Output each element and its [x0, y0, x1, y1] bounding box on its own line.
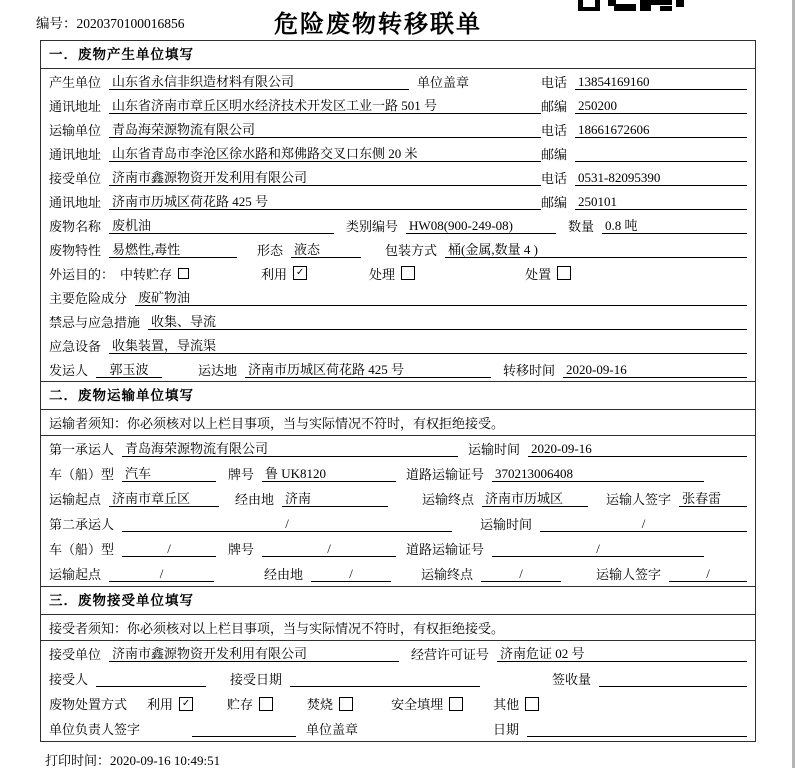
emergency-equipment-value: 收集装置，导流渠 — [109, 337, 747, 354]
carrier-signature2-value: / — [669, 565, 747, 582]
disposal-landfill-checkbox — [449, 697, 463, 711]
carrier-signature-label: 运输人签字 — [606, 492, 672, 507]
contraindication-value: 收集、导流 — [148, 313, 747, 330]
checkbox-label: 处理 — [369, 266, 396, 282]
checkbox-label: 其他 — [493, 697, 520, 712]
responsible-signature-row — [41, 716, 755, 741]
carrier-signature-label: 运输人签字 — [596, 567, 662, 582]
date-value — [527, 720, 747, 737]
plate-number-value: 鲁 UK8120 — [262, 465, 396, 482]
transporter-notice-text: 运输者须知：你必须核对以上栏目事项，当与实际情况不符时，有权拒绝接受。 — [49, 416, 505, 431]
transport-time-value: 2020-09-16 — [528, 440, 747, 457]
transporter-address-value: 山东省青岛市李沧区徐水路和郑佛路交叉口东侧 20 米 — [109, 145, 541, 162]
packaging-value: 桶(金属,数量 4 ) — [445, 241, 747, 258]
road-permit-label: 道路运输证号 — [406, 467, 485, 482]
terminus-value: 济南市历城区 — [482, 490, 588, 507]
first-carrier-row — [41, 436, 755, 461]
receiver-unit-label: 接受单位 — [49, 170, 102, 186]
disposal-incinerate-option — [307, 694, 353, 713]
signed-quantity-value — [599, 670, 747, 687]
contraindication-row — [41, 309, 755, 333]
origin-value: 济南市章丘区 — [109, 490, 219, 507]
disposal-method-row — [41, 691, 755, 716]
manifest-table — [40, 40, 756, 742]
via-label: 经由地 — [235, 492, 275, 507]
road-permit-label: 道路运输证号 — [406, 542, 485, 557]
unit-seal-label: 单位盖章 — [306, 722, 359, 737]
postcode-label: 邮编 — [541, 146, 568, 162]
address-label: 通讯地址 — [49, 146, 102, 162]
disposal-landfill-option — [391, 694, 463, 713]
generator-address-row — [41, 93, 755, 117]
origin2-value: / — [109, 565, 214, 582]
generator-phone-value: 13854169160 — [575, 73, 747, 90]
terminus-label: 运输终点 — [422, 492, 475, 507]
vehicle-type-label: 车（船）型 — [49, 467, 115, 482]
checkbox-label: 贮存 — [227, 697, 254, 712]
accepting-unit-label: 接受单位 — [49, 647, 102, 662]
transport-route-row-2 — [41, 561, 755, 586]
waste-name-value: 废机油 — [109, 217, 334, 234]
destination-value: 济南市历城区荷花路 425 号 — [245, 361, 491, 378]
second-carrier-value: / — [122, 515, 452, 532]
disposal-utilize-checkbox: ✓ — [179, 697, 193, 711]
disposal-method-label: 废物处置方式 — [49, 697, 128, 712]
phone-label: 电话 — [541, 74, 568, 90]
disposal-storage-option — [227, 694, 273, 713]
waste-name-row — [41, 213, 755, 237]
acceptor-value — [96, 670, 206, 687]
section3-header: 三．废物接受单位填写 — [41, 586, 755, 615]
contraindication-label: 禁忌与应急措施 — [49, 314, 141, 330]
first-carrier-label: 第一承运人 — [49, 442, 115, 457]
plate-number-label: 牌号 — [228, 467, 255, 482]
transporter-address-row — [41, 141, 755, 165]
section1-header: 一．废物产生单位填写 — [41, 41, 755, 69]
vehicle-type-value: 汽车 — [122, 465, 216, 482]
receiver-unit-value: 济南市鑫源物资开发利用有限公司 — [109, 169, 541, 186]
serial-value: 2020370100016856 — [76, 16, 185, 31]
vehicle-type-row-2 — [41, 536, 755, 561]
shipper-label: 发运人 — [49, 362, 89, 378]
purpose-dispose-option — [525, 264, 571, 283]
treat-checkbox — [401, 266, 415, 280]
accept-date-value — [290, 670, 480, 687]
transport-time-label: 运输时间 — [468, 442, 521, 457]
postcode-label: 邮编 — [541, 194, 568, 210]
plate-number2-value: / — [262, 540, 396, 557]
transporter-unit-value: 青岛海荣源物流有限公司 — [109, 121, 541, 138]
receiver-phone-value: 0531-82095390 — [575, 169, 747, 186]
transport-time2-value: / — [540, 515, 747, 532]
transporter-phone-value: 18661672606 — [575, 121, 747, 138]
quantity-value: 0.8 吨 — [602, 217, 747, 234]
hazard-component-row — [41, 285, 755, 309]
checkbox-label: 处置 — [525, 266, 552, 282]
date-label: 日期 — [493, 722, 520, 737]
business-license-value: 济南危证 02 号 — [497, 645, 747, 662]
responsible-signature-label: 单位负责人签字 — [49, 722, 141, 737]
origin-label: 运输起点 — [49, 567, 102, 582]
generator-postcode-value: 250200 — [575, 97, 747, 114]
emergency-equipment-row — [41, 333, 755, 357]
emergency-equipment-label: 应急设备 — [49, 338, 102, 354]
disposal-other-option — [493, 694, 539, 713]
acceptor-label: 接受人 — [49, 672, 89, 687]
vehicle-type2-value: / — [122, 540, 216, 557]
address-label: 通讯地址 — [49, 194, 102, 210]
phone-label: 电话 — [541, 170, 568, 186]
waste-property-label: 废物特性 — [49, 242, 102, 258]
page-edge-line — [792, 0, 795, 768]
outbound-purpose-row — [41, 261, 755, 285]
disposal-other-checkbox — [525, 697, 539, 711]
shipper-row — [41, 357, 755, 381]
origin-label: 运输起点 — [49, 492, 102, 507]
packaging-label: 包装方式 — [385, 242, 438, 258]
checkbox-label: 焚烧 — [307, 697, 334, 712]
transfer-time-label: 转移时间 — [503, 362, 556, 378]
postcode-label: 邮编 — [541, 98, 568, 114]
via-value: 济南 — [282, 490, 388, 507]
phone-label: 电话 — [541, 122, 568, 138]
checkbox-label: 利用 — [261, 266, 288, 282]
qr-code-fragment-icon — [578, 0, 684, 12]
accept-date-label: 接受日期 — [230, 672, 283, 687]
transport-route-row-1 — [41, 486, 755, 511]
vehicle-type-label: 车（船）型 — [49, 542, 115, 557]
waste-property-value: 易燃性,毒性 — [109, 241, 237, 258]
generator-unit-row — [41, 69, 755, 93]
shipper-value: 郭玉波 — [96, 361, 162, 378]
receiver-address-row — [41, 189, 755, 213]
serial-label: 编号： — [36, 16, 77, 31]
purpose-treat-option — [369, 264, 415, 283]
purpose-utilize-option — [261, 264, 307, 283]
second-carrier-row — [41, 511, 755, 536]
print-time-value: 2020-09-16 10:49:51 — [110, 753, 221, 768]
waste-property-row — [41, 237, 755, 261]
plate-number-label: 牌号 — [228, 542, 255, 557]
signed-quantity-label: 签收量 — [552, 672, 592, 687]
category-code-value: HW08(900-249-08) — [406, 217, 556, 234]
receiver-notice-text: 接受者须知：你必须核对以上栏目事项，当与实际情况不符时，有权拒绝接受。 — [49, 621, 505, 636]
carrier-signature-value: 张春雷 — [679, 490, 747, 507]
receiver-address-value: 济南市历城区荷花路 425 号 — [109, 193, 541, 210]
print-time-label: 打印时间： — [45, 753, 111, 768]
terminus2-value: / — [481, 565, 561, 582]
purpose-transfer-storage-option — [120, 264, 189, 283]
vehicle-type-row-1 — [41, 461, 755, 486]
accepting-unit-row — [41, 641, 755, 666]
receiver-notice-row — [41, 615, 755, 641]
disposal-utilize-option — [147, 694, 193, 713]
print-time — [45, 750, 220, 769]
checkbox-label: 中转贮存 — [120, 266, 173, 282]
receiver-postcode-value: 250101 — [575, 193, 747, 210]
hazard-component-value: 废矿物油 — [135, 289, 747, 306]
transfer-storage-checkbox — [178, 268, 189, 279]
form-state-label: 形态 — [257, 242, 284, 258]
transporter-unit-label: 运输单位 — [49, 122, 102, 138]
terminus-label: 运输终点 — [421, 567, 474, 582]
acceptor-row — [41, 666, 755, 691]
accepting-unit-value: 济南市鑫源物资开发利用有限公司 — [109, 645, 399, 662]
first-carrier-value: 青岛海荣源物流有限公司 — [122, 440, 458, 457]
road-permit-value: 370213006408 — [492, 465, 704, 482]
generator-address-value: 山东省济南市章丘区明水经济技术开发区工业一路 501 号 — [109, 97, 541, 114]
via-label: 经由地 — [264, 567, 304, 582]
generator-unit-value: 山东省永信非织造材料有限公司 — [109, 73, 409, 90]
receiver-unit-row — [41, 165, 755, 189]
dispose-checkbox — [557, 266, 571, 280]
transporter-unit-row — [41, 117, 755, 141]
checkbox-label: 安全填埋 — [391, 697, 444, 712]
unit-seal-label: 单位盖章 — [417, 74, 470, 90]
quantity-label: 数量 — [568, 218, 595, 234]
transporter-notice-row — [41, 410, 755, 436]
transporter-postcode-value — [575, 145, 747, 162]
responsible-signature-value — [192, 720, 296, 737]
waste-name-label: 废物名称 — [49, 218, 102, 234]
section2-header: 二．废物运输单位填写 — [41, 381, 755, 410]
hazard-component-label: 主要危险成分 — [49, 290, 128, 306]
outbound-purpose-label: 外运目的： — [49, 266, 115, 282]
checkbox-label: 利用 — [147, 697, 174, 712]
disposal-storage-checkbox — [259, 697, 273, 711]
disposal-incinerate-checkbox — [339, 697, 353, 711]
business-license-label: 经营许可证号 — [411, 647, 490, 662]
generator-unit-label: 产生单位 — [49, 74, 102, 90]
destination-label: 运达地 — [198, 362, 238, 378]
second-carrier-label: 第二承运人 — [49, 517, 115, 532]
form-state-value: 液态 — [291, 241, 361, 258]
via2-value: / — [311, 565, 391, 582]
transport-time-label: 运输时间 — [480, 517, 533, 532]
address-label: 通讯地址 — [49, 98, 102, 114]
road-permit2-value: / — [492, 540, 704, 557]
transfer-time-value: 2020-09-16 — [563, 361, 747, 378]
utilize-checkbox: ✓ — [293, 266, 307, 280]
page-title: 危险废物转移联单 — [274, 11, 482, 38]
category-code-label: 类别编号 — [346, 218, 399, 234]
